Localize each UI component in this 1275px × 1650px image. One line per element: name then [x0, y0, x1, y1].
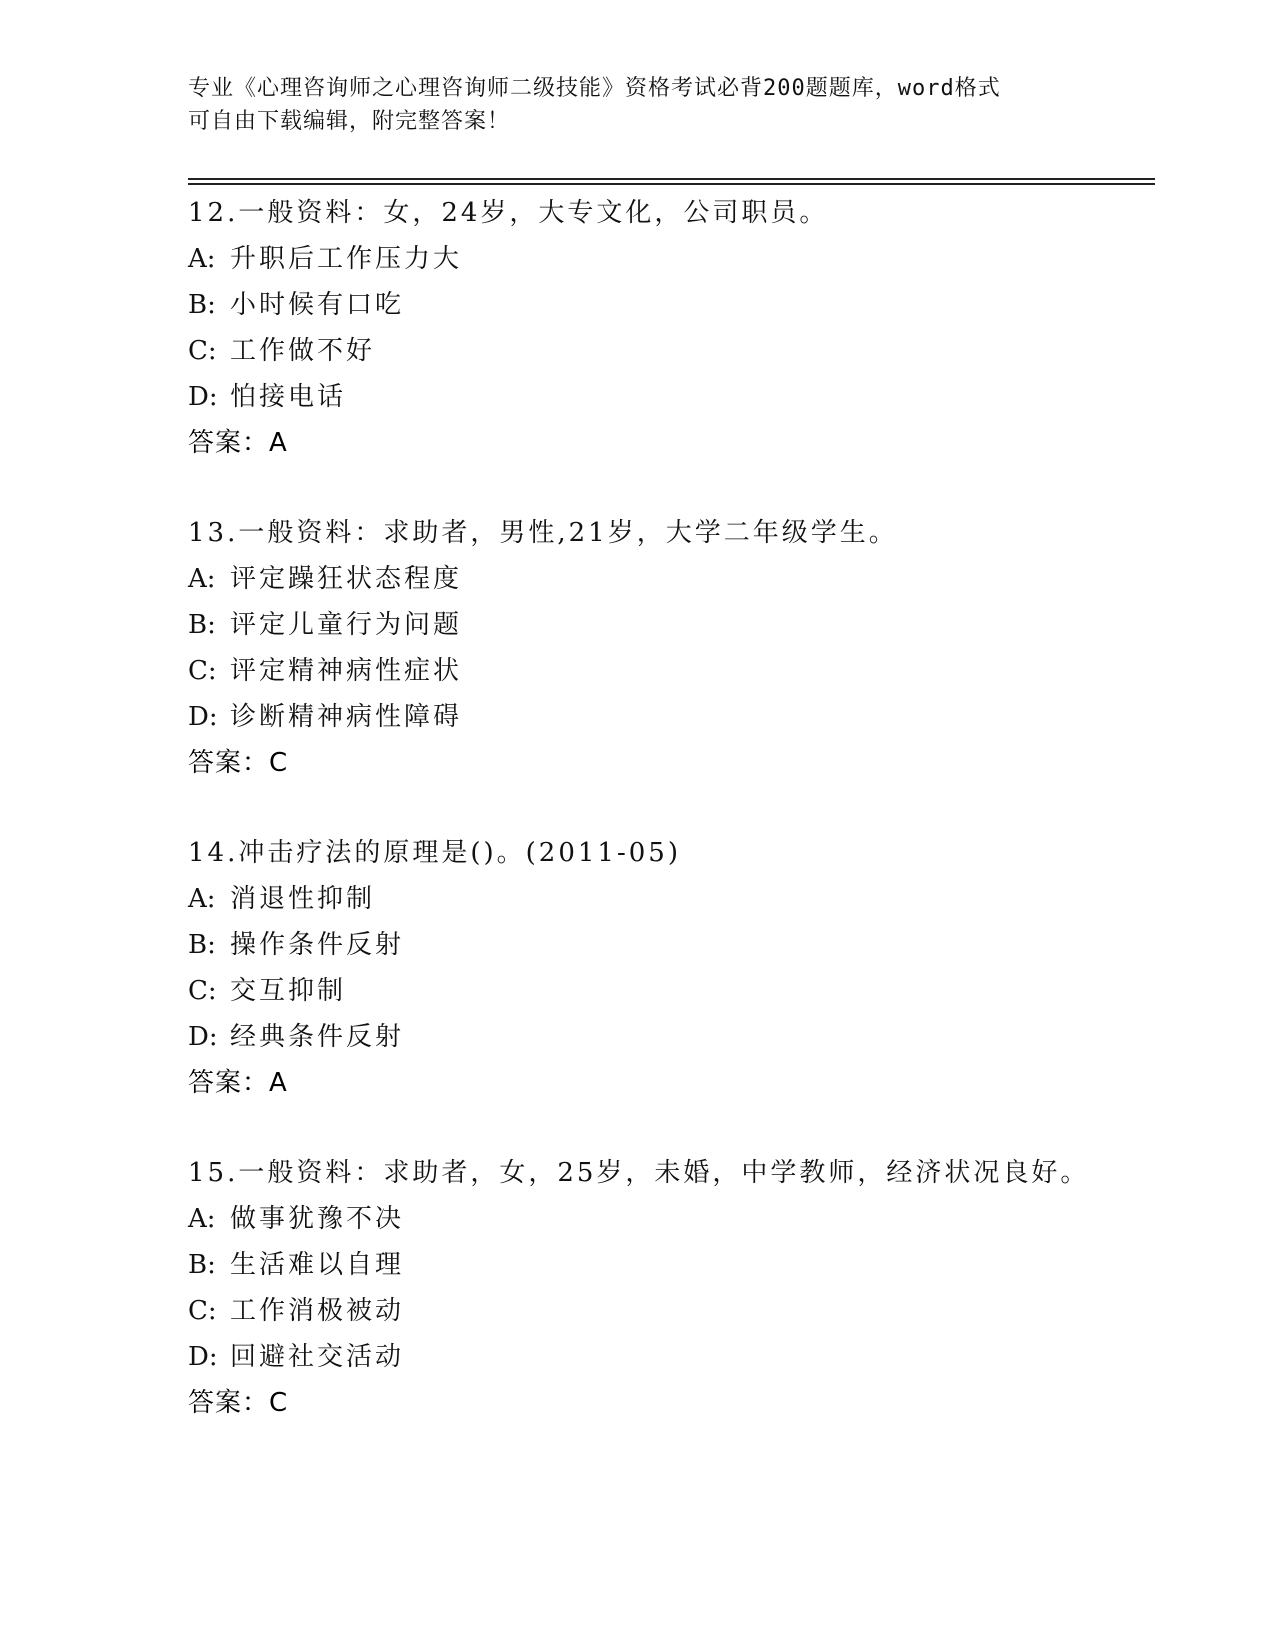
- option-text: 小时候有口吃: [230, 290, 405, 320]
- option-text: 怕接电话: [230, 382, 347, 412]
- option-letter: C:: [188, 1296, 217, 1326]
- option-letter: D:: [188, 702, 218, 732]
- option-letter: A:: [188, 244, 216, 274]
- option-text: 经典条件反射: [230, 1022, 405, 1052]
- answer-label: 答案：C: [188, 748, 289, 778]
- question-stem: 15.一般资料：求助者，女，25岁，未婚，中学教师，经济状况良好。: [188, 1158, 1090, 1188]
- option-text: 升职后工作压力大: [230, 244, 463, 274]
- option-letter: D:: [188, 1022, 218, 1052]
- option-a: [188, 876, 1155, 922]
- option-letter: A:: [188, 564, 216, 594]
- option-b: [188, 282, 1155, 328]
- option-d: [188, 1334, 1155, 1380]
- option-letter: C:: [188, 976, 217, 1006]
- option-letter: B:: [188, 930, 216, 960]
- answer-label: 答案：A: [188, 1068, 288, 1098]
- question-14: [188, 830, 1155, 1106]
- option-letter: D:: [188, 1342, 218, 1372]
- option-text: 生活难以自理: [230, 1250, 405, 1280]
- option-text: 工作做不好: [230, 336, 376, 366]
- question-13: [188, 510, 1155, 786]
- question-list: [188, 190, 1155, 1426]
- document-header: [188, 72, 1088, 138]
- question-stem: 13.一般资料：求助者，男性,21岁，大学二年级学生。: [188, 518, 898, 548]
- option-letter: B:: [188, 290, 216, 320]
- option-text: 操作条件反射: [230, 930, 405, 960]
- option-letter: A:: [188, 884, 216, 914]
- option-d: [188, 694, 1155, 740]
- option-b: [188, 602, 1155, 648]
- option-text: 评定躁狂状态程度: [230, 564, 463, 594]
- answer-label: 答案：C: [188, 1388, 289, 1418]
- option-letter: B:: [188, 610, 216, 640]
- option-text: 工作消极被动: [230, 1296, 405, 1326]
- option-text: 评定儿童行为问题: [230, 610, 463, 640]
- option-letter: D:: [188, 382, 218, 412]
- option-d: [188, 374, 1155, 420]
- option-letter: B:: [188, 1250, 216, 1280]
- option-d: [188, 1014, 1155, 1060]
- option-a: [188, 556, 1155, 602]
- option-b: [188, 922, 1155, 968]
- header-line-1: 专业《心理咨询师之心理咨询师二级技能》资格考试必背200题题库，word格式: [188, 76, 1001, 101]
- option-c: [188, 1288, 1155, 1334]
- option-letter: C:: [188, 336, 217, 366]
- answer-label: 答案：A: [188, 428, 288, 458]
- option-c: [188, 648, 1155, 694]
- question-stem: 14.冲击疗法的原理是()。(2011-05): [188, 838, 681, 868]
- option-letter: A:: [188, 1204, 216, 1234]
- question-stem: 12.一般资料：女，24岁，大专文化，公司职员。: [188, 198, 829, 228]
- option-text: 诊断精神病性障碍: [230, 702, 463, 732]
- option-a: [188, 236, 1155, 282]
- option-text: 消退性抑制: [230, 884, 376, 914]
- question-15: [188, 1150, 1155, 1426]
- option-b: [188, 1242, 1155, 1288]
- option-text: 评定精神病性症状: [230, 656, 463, 686]
- option-text: 交互抑制: [230, 976, 347, 1006]
- option-text: 做事犹豫不决: [230, 1204, 405, 1234]
- option-letter: C:: [188, 656, 217, 686]
- option-text: 回避社交活动: [230, 1342, 405, 1372]
- header-divider-top: [188, 178, 1155, 180]
- option-c: [188, 328, 1155, 374]
- header-divider-bottom: [188, 183, 1155, 185]
- option-a: [188, 1196, 1155, 1242]
- option-c: [188, 968, 1155, 1014]
- question-12: [188, 190, 1155, 466]
- header-line-2: 可自由下载编辑，附完整答案！: [188, 109, 511, 134]
